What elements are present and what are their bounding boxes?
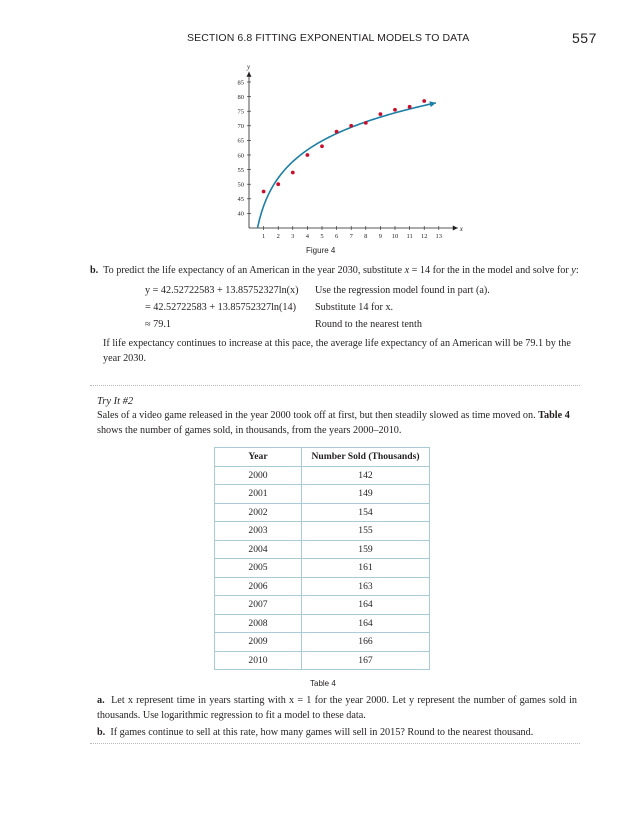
equation-lhs: ≈ 79.1 [145,319,171,330]
cell-number-sold: 164 [302,614,430,633]
x-tick-label: 9 [378,233,383,240]
x-tick-label: 4 [305,233,310,240]
cell-number-sold: 163 [302,577,430,596]
table-row [215,596,430,615]
data-point [291,171,295,175]
cell-year: 2005 [215,559,302,578]
cell-year: 2010 [215,651,302,670]
section-heading [187,32,469,44]
cell-year: 2003 [215,522,302,541]
equation-note: Round to the nearest tenth [315,319,422,330]
cell-number-sold: 142 [302,466,430,485]
table-row [215,633,430,652]
table-row [215,485,430,504]
table-row [215,614,430,633]
column-header-year: Year [215,448,302,467]
part-b-intro [90,263,590,278]
cell-number-sold: 166 [302,633,430,652]
y-tick-label: 50 [237,181,244,189]
try-it-heading: Try It #2 [97,396,134,407]
question-b-label: b. [97,727,106,738]
data-point [408,105,412,109]
data-point [379,112,383,116]
equation-lhs: y = 42.52722583 + 13.85752327ln(x) [145,285,299,296]
table-header-row [215,448,430,467]
table-row [215,577,430,596]
y-tick-label: 80 [237,93,244,101]
cell-number-sold: 161 [302,559,430,578]
cell-year: 2006 [215,577,302,596]
cell-year: 2002 [215,503,302,522]
part-b-conclusion: If life expectancy continues to increase at this pace, the average life expectancy of an American will be 79.1 by the year 2030. [103,338,571,364]
question-b-text: If games continue to sell at this rate, how many games will sell in 2015? Round to the nearest thousand. [110,727,534,738]
part-b-label: b. [90,265,99,276]
data-point [276,182,280,186]
table-ref: Table 4 [538,410,570,421]
equation-note: Use the regression model found in part (a). [315,285,490,296]
question-a-text: Let x represent time in years starting with x = 1 for the year 2000. Let y represent the number of games sold in thousands. Use logarithmic regression to fit a model to these data. [97,695,577,721]
regression-curve [257,103,435,228]
regression-curve-arrow [429,101,436,107]
table-row [215,522,430,541]
page-number: 557 [572,30,597,46]
y-tick-label: 70 [237,123,244,131]
table-row [215,651,430,670]
table-row [215,559,430,578]
cell-year: 2007 [215,596,302,615]
data-point [306,153,310,157]
question-a [97,693,577,723]
table-row [215,503,430,522]
x-tick-label: 2 [276,233,280,240]
cell-year: 2000 [215,466,302,485]
data-point [262,190,266,194]
try-it-intro-text-2: shows the number of games sold, in thousands, from the years 2000–2010. [97,425,402,436]
y-tick-label: 55 [237,166,244,174]
part-b-intro-end: : [575,265,579,276]
data-point [393,108,397,112]
y-axis-label: y [247,62,251,71]
x-tick-label: 5 [320,233,324,240]
y-axis-arrow [247,72,252,77]
x-tick-label: 11 [406,233,413,240]
cell-number-sold: 167 [302,651,430,670]
y-tick-label: 65 [237,137,244,145]
x-axis-arrow [453,226,458,231]
question-b [97,725,577,740]
equation-note: Substitute 14 for x. [315,302,394,313]
figure-caption: Figure 4 [306,246,336,255]
x-tick-label: 8 [364,233,368,240]
cell-year: 2008 [215,614,302,633]
section-title: FITTING EXPONENTIAL MODELS TO DATA [255,32,470,44]
question-a-label: a. [97,695,105,706]
x-tick-label: 6 [334,233,339,240]
cell-number-sold: 155 [302,522,430,541]
data-point [349,124,353,128]
try-it-intro [97,408,581,438]
try-it-intro-text: Sales of a video game released in the year 2000 took off at first, but then steadily slowed as time moved on. [97,410,539,421]
table-row [215,466,430,485]
data-point [422,99,426,103]
table-caption: Table 4 [310,679,336,688]
x-tick-label: 7 [349,233,353,240]
divider-top [90,385,580,386]
part-b-intro-text: To predict the life expectancy of an American in the year 2030, substitute [103,265,405,276]
cell-number-sold: 159 [302,540,430,559]
data-table [214,447,430,670]
data-point [364,121,368,125]
x-tick-label: 3 [291,233,295,240]
part-b-var-y: y [571,265,576,276]
cell-number-sold: 164 [302,596,430,615]
part-b-var-x: x [404,265,410,276]
y-tick-label: 85 [237,79,244,87]
x-axis-label: x [459,225,463,233]
data-point [335,130,339,134]
y-tick-label: 40 [237,210,244,218]
x-tick-label: 12 [420,233,428,240]
part-b-intro-text-2: = 14 for the in the model and solve for [409,265,572,276]
column-header-number-sold: Number Sold (Thousands) [302,448,430,467]
x-tick-label: 10 [391,233,399,240]
y-tick-label: 75 [237,108,244,116]
cell-year: 2001 [215,485,302,504]
y-tick-label: 60 [237,152,244,160]
x-tick-label: 1 [261,233,266,240]
section-number: SECTION 6.8 [187,32,253,44]
equation-row [145,302,565,317]
data-point [320,144,324,148]
equation-lhs: = 42.52722583 + 13.85752327ln(14) [145,302,296,313]
cell-year: 2009 [215,633,302,652]
y-tick-label: 45 [237,196,244,204]
cell-number-sold: 149 [302,485,430,504]
equation-row [145,285,565,300]
table-row [215,540,430,559]
divider-bottom [90,743,580,744]
cell-number-sold: 154 [302,503,430,522]
equation-row [145,319,565,334]
page-header [0,30,630,50]
cell-year: 2004 [215,540,302,559]
figure-4-chart [225,60,463,240]
x-tick-label: 13 [435,233,443,240]
